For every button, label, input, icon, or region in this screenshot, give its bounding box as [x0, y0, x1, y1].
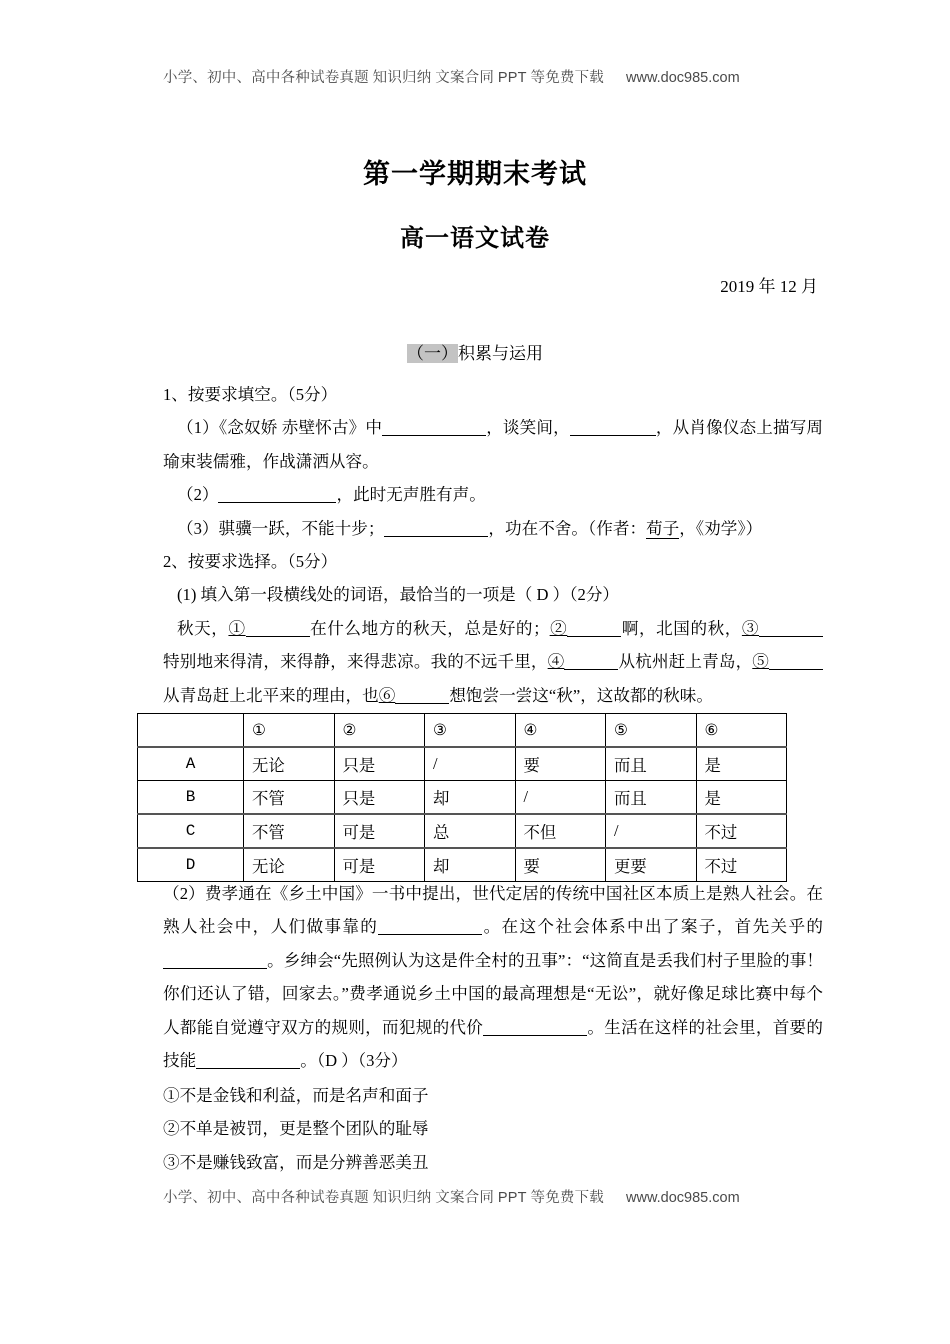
q2-sub2-text-e: 。（D ）（3分）: [300, 1051, 408, 1071]
fill-blank[interactable]: [218, 502, 336, 503]
q1-item2-text-a: （2）: [177, 485, 219, 505]
table-col-header: ①: [244, 714, 335, 748]
watermark-site-url: www.doc985.com: [626, 1190, 740, 1206]
table-cell: /: [515, 781, 606, 815]
option-label-d: D: [138, 848, 244, 882]
q1-item-1: [163, 411, 823, 478]
fill-blank[interactable]: [769, 669, 823, 670]
table-cell: 总: [425, 814, 516, 848]
passage-seg-4: 特别地来得清，来得静，来得悲凉。我的不远千里，: [163, 652, 548, 672]
table-cell: 而且: [606, 781, 697, 815]
passage-marker-4: ④: [547, 652, 565, 672]
passage-seg-3: 啊，北国的秋，: [621, 618, 742, 638]
q2-sub2-text-d: 。生活在这样的社会里，首要的技能: [163, 1017, 824, 1071]
table-col-header: ②: [334, 714, 425, 748]
option-label-c: C: [138, 814, 244, 848]
table-cell: 只是: [334, 747, 425, 781]
choice-item-2[interactable]: ②不单是被罚，更是整个团队的耻辱: [163, 1119, 429, 1139]
table-cell: 要: [515, 848, 606, 882]
page-subtitle: 高一语文试卷: [400, 226, 550, 252]
table-cell: 不管: [244, 814, 335, 848]
table-cell: 无论: [244, 848, 335, 882]
question-block-upper: [163, 378, 823, 712]
fill-blank[interactable]: [759, 636, 823, 637]
section-marker: （一）: [407, 344, 458, 363]
fill-blank[interactable]: [378, 934, 482, 935]
passage-marker-6: ⑥: [378, 685, 396, 705]
watermark-ppt-text: PPT: [497, 1190, 527, 1206]
q1-item2-text-b: ，此时无声胜有声。: [336, 485, 486, 505]
table-corner-cell: [138, 714, 244, 748]
table-cell: 可是: [334, 814, 425, 848]
fill-blank[interactable]: [570, 435, 656, 436]
choice-item-1[interactable]: ①不是金钱和利益，而是名声和面子: [163, 1086, 429, 1105]
q1-item3-text-b: ，功在不舍。（作者：: [488, 518, 647, 538]
fill-blank[interactable]: [196, 1068, 300, 1069]
fill-blank[interactable]: [567, 636, 621, 637]
table-row[interactable]: [138, 814, 787, 848]
table-cell: 可是: [334, 848, 425, 882]
q1-item3-text-a: （3）骐骥一跃，不能十步；: [177, 518, 385, 538]
table-cell: 而且: [606, 747, 697, 781]
q2-sub2-text-c: 。乡绅会“先照例认为这是件全村的丑事”：“这简直是丢我们村子里脸的事！你们还认了错，回家去。”费孝通说乡土中国的最高理想是“无讼”，就好像足球比赛中每个人都能自觉遵守双方的规则，而犯规的代价: [163, 950, 823, 1037]
table-cell: 却: [425, 781, 516, 815]
header-watermark: [163, 69, 823, 88]
watermark-site-url: www.doc985.com: [626, 70, 740, 86]
table-cell: 却: [425, 848, 516, 882]
watermark-tail-text: 等免费下载: [526, 1190, 605, 1206]
passage-seg-5: 从杭州赶上青岛，: [618, 652, 753, 672]
q1-item3-author: 荀子: [646, 518, 680, 538]
exam-date: 2019 年 12 月: [720, 277, 818, 296]
watermark-main-text: 小学、初中、高中各种试卷真题 知识归纳 文案合同: [163, 70, 498, 86]
passage-marker-1: ①: [228, 618, 246, 638]
table-cell: 不过: [696, 814, 787, 848]
passage-seg-7: 想饱尝一尝这“秋”，这故都的秋味。: [449, 685, 713, 705]
passage-marker-2: ②: [549, 618, 568, 638]
fill-blank[interactable]: [384, 536, 488, 537]
watermark-tail-text: 等免费下载: [526, 70, 605, 86]
fill-blank[interactable]: [382, 435, 486, 436]
q1-stem: 1、按要求填空。（5分）: [163, 385, 338, 404]
q1-item-3: [163, 512, 823, 545]
q2-sub2-choice-list: [163, 1079, 823, 1179]
q1-item1-text-c: ，从肖像仪态上描写周瑜束装儒雅，作战潇洒从容。: [163, 418, 824, 471]
option-label-a: A: [138, 747, 244, 781]
passage-seg-1: 秋天，: [177, 618, 229, 638]
section-heading: [0, 339, 950, 364]
table-cell: 不但: [515, 814, 606, 848]
table-col-header: ⑤: [606, 714, 697, 748]
fill-blank[interactable]: [163, 968, 267, 969]
section-label: 积累与运用: [458, 344, 543, 363]
table-row[interactable]: [138, 781, 787, 815]
table-cell: 不管: [244, 781, 335, 815]
passage-seg-6: 从青岛赶上北平来的理由，也: [163, 685, 379, 705]
watermark-main-text: 小学、初中、高中各种试卷真题 知识归纳 文案合同: [163, 1190, 498, 1206]
question-block-lower: [163, 877, 823, 1077]
table-cell: /: [606, 814, 697, 848]
q2-sub1-stem: (1) 填入第一段横线处的词语，最恰当的一项是（ D ）（2分）: [177, 585, 620, 605]
table-cell: 是: [696, 781, 787, 815]
q1-item-2: [163, 478, 823, 511]
table-cell: 是: [696, 747, 787, 781]
choice-item-3[interactable]: ③不是赚钱致富，而是分辨善恶美丑: [163, 1152, 429, 1172]
fill-blank[interactable]: [246, 636, 310, 637]
footer-watermark: [163, 1189, 823, 1208]
q2-sub2-text-a: （2）费孝通在《乡土中国》一书中提出，世代定居的传统中国社区本质上是熟人社会。在熟人社会中，人们做事靠的: [163, 884, 823, 937]
passage-marker-5: ⑤: [752, 652, 770, 672]
q2-stem: 2、按要求选择。（5分）: [163, 552, 338, 572]
passage-marker-3: ③: [741, 618, 760, 638]
table-cell: 要: [515, 747, 606, 781]
fill-blank[interactable]: [564, 669, 618, 670]
fill-blank[interactable]: [395, 703, 449, 704]
table-col-header: ④: [515, 714, 606, 748]
table-row[interactable]: [138, 747, 787, 781]
q1-item1-text-a: （1）《念奴娇 赤壁怀古》中: [177, 418, 383, 438]
option-label-b: B: [138, 781, 244, 815]
q2-sub2-paragraph: [163, 877, 823, 1077]
table-header-row: [138, 714, 787, 748]
table-cell: /: [425, 747, 516, 781]
table-col-header: ⑥: [696, 714, 787, 748]
passage-seg-2: 在什么地方的秋天，总是好的；: [309, 618, 550, 638]
q1-item3-text-c: ，《劝学》）: [679, 518, 763, 538]
table-cell: 无论: [244, 747, 335, 781]
table-cell: 只是: [334, 781, 425, 815]
q2-passage: [163, 612, 823, 712]
q2-sub2-text-b: 。在这个社会体系中出了案子，首先关乎的: [482, 917, 824, 937]
q1-item1-text-b: ，谈笑间，: [486, 418, 570, 438]
fill-blank[interactable]: [483, 1035, 587, 1036]
options-table: [137, 713, 787, 882]
table-col-header: ③: [425, 714, 516, 748]
table-cell: 不过: [696, 848, 787, 882]
watermark-ppt-text: PPT: [497, 70, 527, 86]
page-title: 第一学期期末考试: [363, 159, 587, 189]
table-cell: 更要: [606, 848, 697, 882]
